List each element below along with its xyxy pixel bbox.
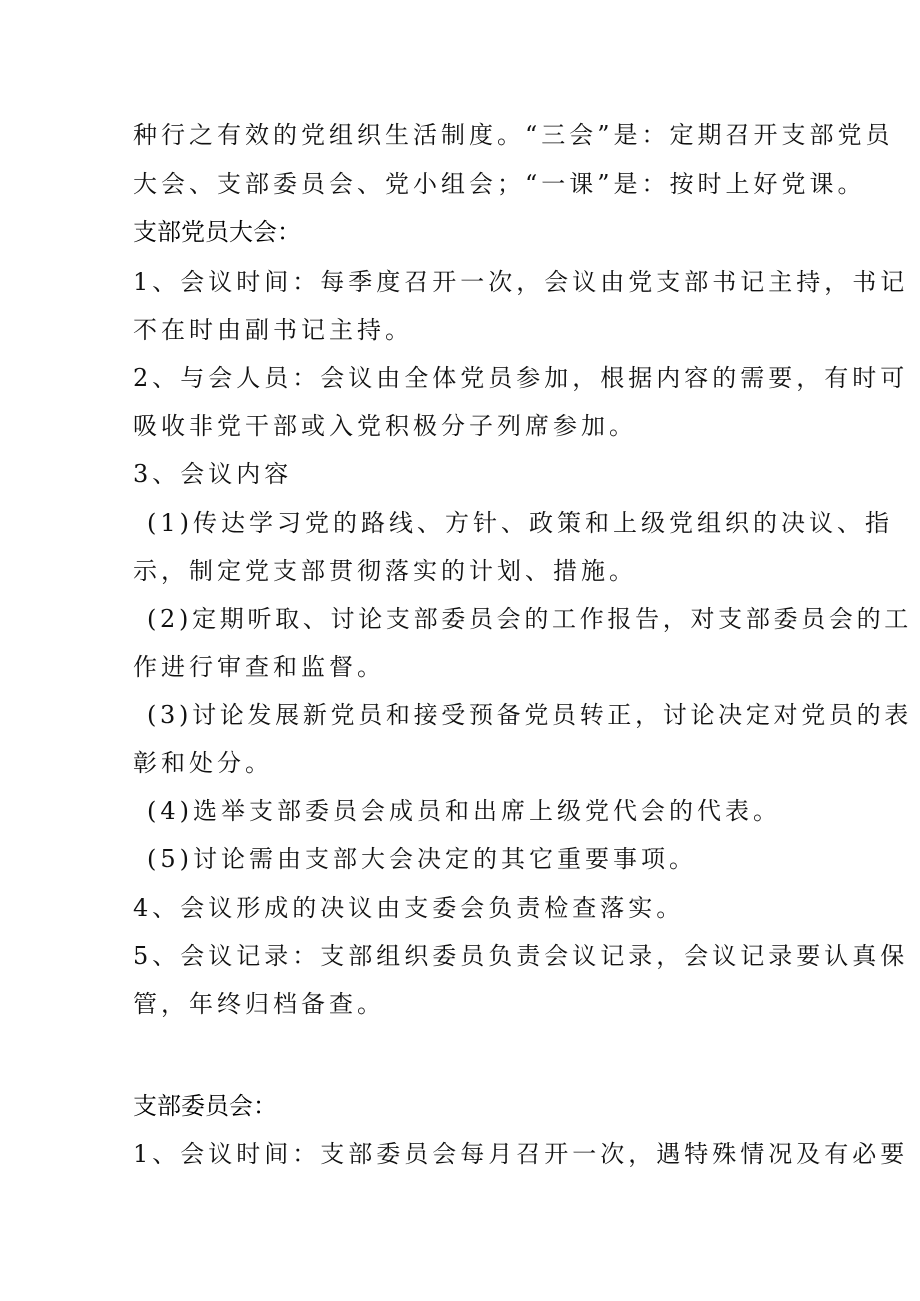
s1-item1-line-2: 不在时由副书记主持。 (133, 316, 413, 344)
s1-sub1-line-2: 示，制定党支部贯彻落实的计划、措施。 (133, 557, 637, 585)
s1-item3: 3、会议内容 (133, 460, 293, 488)
section-heading-branch-committee: 支部委员会： (133, 1092, 277, 1120)
s1-item4: 4、会议形成的决议由支委会负责检查落实。 (133, 894, 685, 922)
s1-sub2-line-1: (2)定期听取、讨论支部委员会的工作报告，对支部委员会的工 (147, 605, 912, 633)
s1-item1-line-1: 1、会议时间：每季度召开一次，会议由党支部书记主持，书记 (133, 268, 909, 296)
s1-sub3-line-1: (3)讨论发展新党员和接受预备党员转正，讨论决定对党员的表 (147, 701, 912, 729)
s1-sub4: (4)选举支部委员会成员和出席上级党代会的代表。 (147, 797, 781, 825)
s1-sub5: (5)讨论需由支部大会决定的其它重要事项。 (147, 845, 697, 873)
s1-item5-line-1: 5、会议记录：支部组织委员负责会议记录，会议记录要认真保 (133, 942, 909, 970)
intro-line-1: 种行之有效的党组织生活制度。“三会”是：定期召开支部党员 (133, 121, 894, 149)
s1-sub1-line-1: (1)传达学习党的路线、方针、政策和上级党组织的决议、指 (147, 509, 893, 537)
intro-line-2: 大会、支部委员会、党小组会；“一课”是：按时上好党课。 (133, 170, 866, 198)
s1-sub2-line-2: 作进行审查和监督。 (133, 653, 385, 681)
s1-item5-line-2: 管，年终归档备查。 (133, 990, 385, 1018)
s2-item1-line-1: 1、会议时间：支部委员会每月召开一次，遇特殊情况及有必要 (133, 1140, 909, 1168)
s1-sub3-line-2: 彰和处分。 (133, 749, 273, 777)
s1-item2-line-2: 吸收非党干部或入党积极分子列席参加。 (133, 412, 637, 440)
s1-item2-line-1: 2、与会人员：会议由全体党员参加，根据内容的需要，有时可 (133, 364, 909, 392)
section-heading-party-member-meeting: 支部党员大会： (133, 218, 301, 246)
